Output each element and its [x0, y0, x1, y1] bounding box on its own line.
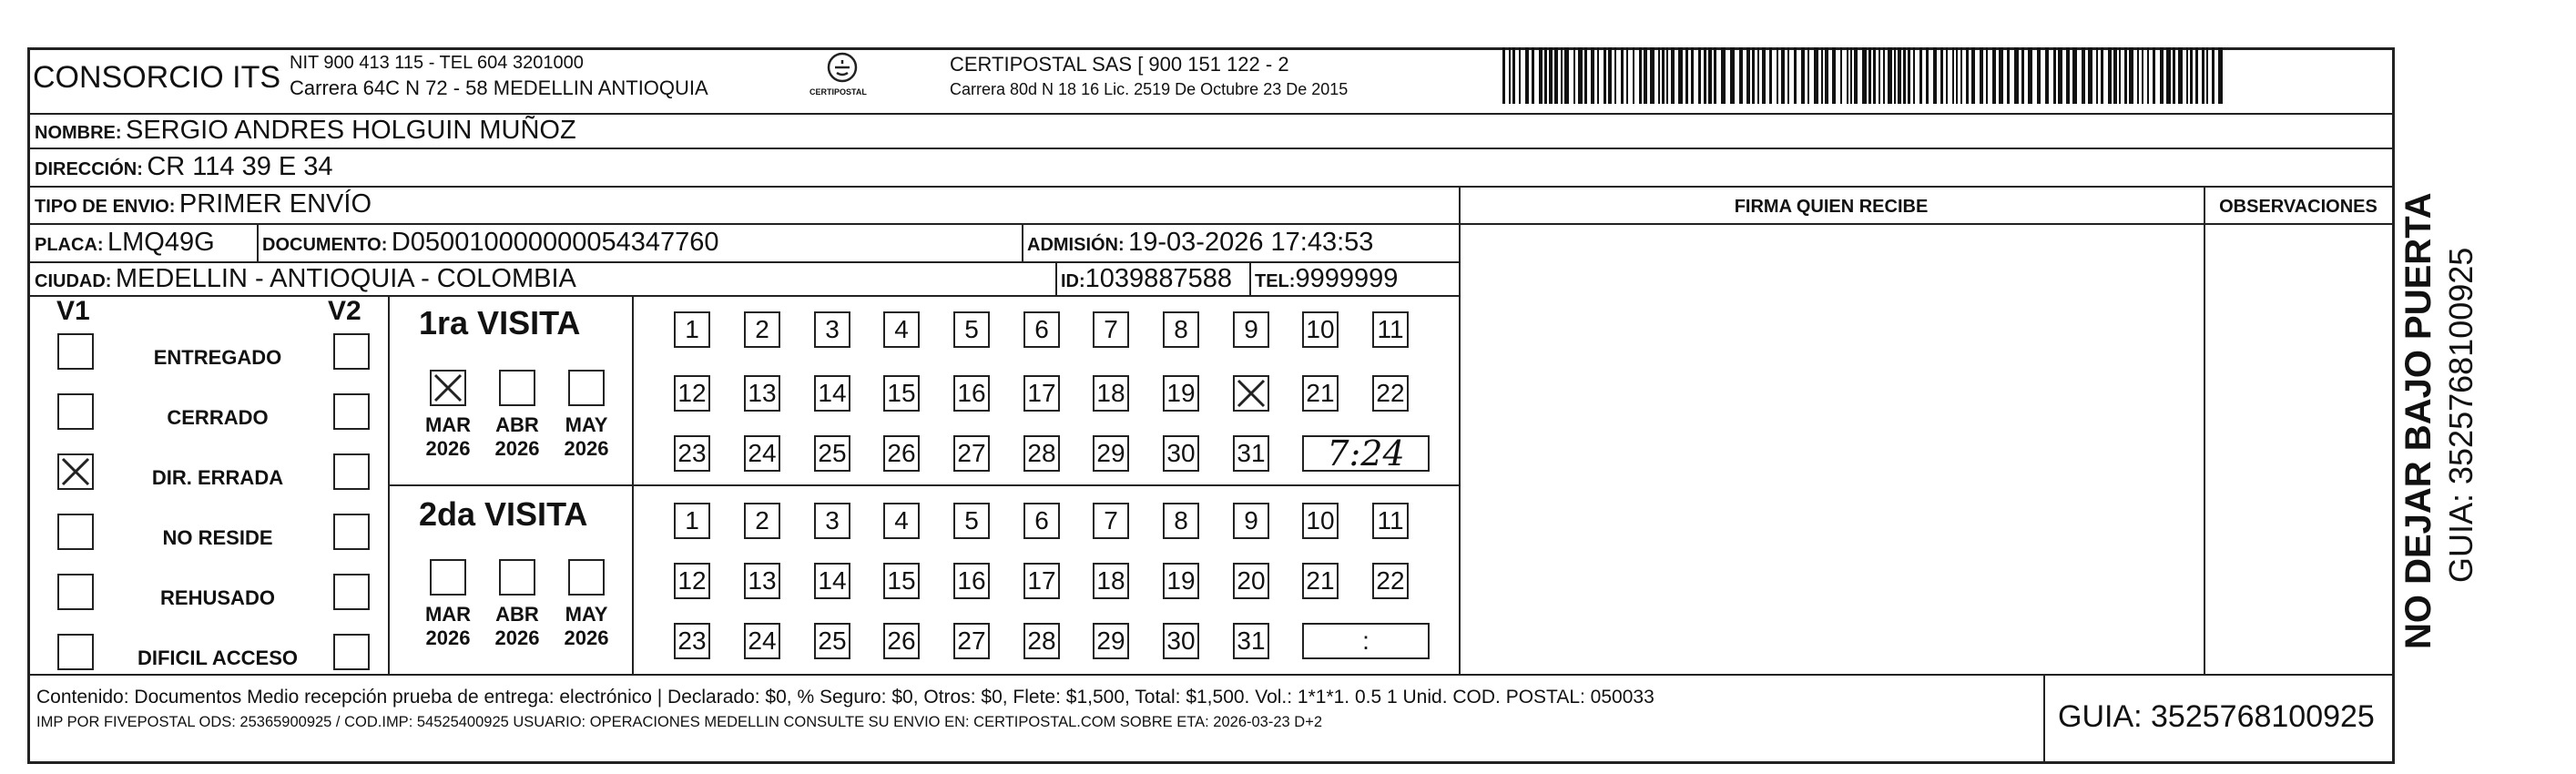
barcode-bar: [1708, 47, 1712, 104]
barcode-bar: [2101, 47, 2103, 104]
company-name: CONSORCIO ITS: [33, 60, 281, 95]
tipo-envio-field: [35, 189, 372, 219]
barcode: [1502, 47, 2226, 104]
day-box[interactable]: 25: [814, 623, 850, 659]
barcode-bar: [1525, 47, 1529, 104]
day-box[interactable]: 4: [883, 311, 920, 348]
admision-field: [1027, 228, 1373, 258]
barcode-bar: [1621, 47, 1624, 104]
year-label: 2026: [494, 626, 540, 649]
day-box[interactable]: 31: [1233, 623, 1269, 659]
barcode-bar: [1685, 47, 1688, 104]
status-label: DIR. ERRADA: [151, 466, 284, 489]
day-box[interactable]: 2: [744, 503, 780, 539]
tel-label: TEL:: [1255, 271, 1296, 291]
v1-checkbox[interactable]: [57, 574, 94, 610]
barcode-bar: [1650, 47, 1655, 104]
barcode-bar: [2108, 47, 2112, 104]
barcode-bar: [1781, 47, 1785, 104]
x-mark-icon: [59, 455, 92, 488]
barcode-bar: [1999, 47, 2003, 104]
barcode-bar: [1502, 47, 1505, 104]
day-box[interactable]: 1: [674, 311, 710, 348]
barcode-bar: [2096, 47, 2098, 104]
tipo-envio-label: TIPO DE ENVIO:: [35, 197, 176, 217]
month-label: MAY: [565, 413, 608, 436]
footer-imp: IMP POR FIVEPOSTAL ODS: 25365900925 / COD.IMP: 54525400925 USUARIO: OPERACIONES MEDELLIN CONSULTE SU ENVIO EN: CERTIPOSTAL.COM SOBRE ETA: 2026-03-23 D+2: [36, 714, 1323, 730]
day-box[interactable]: 8: [1163, 311, 1199, 348]
day-box[interactable]: 30: [1163, 623, 1199, 659]
barcode-bar: [2147, 47, 2149, 104]
barcode-bar: [1671, 47, 1675, 104]
observaciones-header: OBSERVACIONES: [2219, 197, 2377, 217]
barcode-bar: [1512, 47, 1515, 104]
v1-checkbox[interactable]: [57, 453, 94, 490]
day-box[interactable]: 16: [953, 563, 990, 599]
month-label: MAR: [424, 603, 472, 626]
barcode-bar: [2173, 47, 2175, 104]
id-field: [1061, 264, 1232, 294]
second-visit-title: 2da VISITA: [419, 495, 588, 533]
day-box[interactable]: 28: [1023, 435, 1060, 472]
barcode-bar: [1769, 47, 1772, 104]
admision-value: 19-03-2026 17:43:53: [1128, 228, 1374, 257]
direccion-value: CR 114 39 E 34: [147, 152, 333, 181]
status-label: ENTREGADO: [153, 346, 282, 369]
day-box[interactable]: 9: [1233, 503, 1269, 539]
v2-checkbox[interactable]: [333, 634, 370, 670]
barcode-bar: [1639, 47, 1642, 104]
day-box[interactable]: 22: [1372, 375, 1409, 412]
day-box[interactable]: [1233, 375, 1269, 412]
barcode-bar: [2053, 47, 2056, 104]
barcode-bar: [1633, 47, 1634, 104]
barcode-bar: [1919, 47, 1922, 104]
side-guia: GUIA: 3525768100925: [2442, 247, 2479, 583]
id-value: 1039887588: [1084, 264, 1232, 293]
barcode-bar: [2166, 47, 2171, 104]
barcode-bar: [1532, 47, 1534, 104]
direccion-field: [35, 152, 333, 182]
day-box[interactable]: 10: [1302, 311, 1339, 348]
nombre-field: [35, 116, 576, 146]
day-box[interactable]: 18: [1093, 563, 1129, 599]
day-box[interactable]: 22: [1372, 563, 1409, 599]
tel-field: [1255, 264, 1398, 294]
barcode-bar: [1554, 47, 1558, 104]
day-box[interactable]: 7: [1093, 311, 1129, 348]
day-box[interactable]: 6: [1023, 311, 1060, 348]
barcode-bar: [2190, 47, 2193, 104]
year-label: 2026: [425, 626, 471, 649]
day-box[interactable]: 6: [1023, 503, 1060, 539]
company-address: Carrera 64C N 72 - 58 MEDELLIN ANTIOQUIA: [290, 76, 708, 99]
barcode-bar: [2124, 47, 2127, 104]
first-visit-title: 1ra VISITA: [419, 304, 581, 341]
barcode-bar: [1862, 47, 1867, 104]
day-box[interactable]: 13: [744, 375, 780, 412]
barcode-bar: [2045, 47, 2049, 104]
barcode-bar: [1644, 47, 1647, 104]
x-mark-icon: [432, 372, 464, 404]
barcode-bar: [1597, 47, 1599, 104]
barcode-bar: [1564, 47, 1569, 104]
v2-checkbox[interactable]: [333, 393, 370, 430]
barcode-bar: [1807, 47, 1809, 104]
signature-area[interactable]: [1462, 227, 2200, 671]
day-box[interactable]: 27: [953, 435, 990, 472]
day-box[interactable]: 29: [1093, 435, 1129, 472]
barcode-bar: [2160, 47, 2164, 104]
day-box[interactable]: 17: [1023, 375, 1060, 412]
barcode-bar: [1608, 47, 1612, 104]
day-box[interactable]: 23: [674, 435, 710, 472]
x-mark-icon: [1235, 377, 1268, 410]
nombre-label: NOMBRE:: [35, 123, 122, 143]
barcode-bar: [1933, 47, 1937, 104]
barcode-bar: [1544, 47, 1547, 104]
v1-checkbox[interactable]: [57, 333, 94, 370]
barcode-bar: [1666, 47, 1668, 104]
day-box[interactable]: 24: [744, 435, 780, 472]
barcode-bar: [1960, 47, 1962, 104]
barcode-bar: [2014, 47, 2019, 104]
footer-contents: Contenido: Documentos Medio recepción prueba de entrega: electrónico | Declarado: $0, % Seguro: $0, Otros: $0, Flete: $1,500, Total: $1,500. Vol.: 1*1*1. 0.5 1 Unid. COD. POSTAL: 050033: [36, 687, 1655, 708]
barcode-bar: [1854, 47, 1858, 104]
barcode-bar: [1966, 47, 1969, 104]
day-box[interactable]: 10: [1302, 503, 1339, 539]
barcode-bar: [1971, 47, 1975, 104]
barcode-bar: [1794, 47, 1797, 104]
barcode-bar: [1662, 47, 1665, 104]
day-box[interactable]: 15: [883, 563, 920, 599]
day-box[interactable]: 19: [1163, 563, 1199, 599]
ciudad-label: CIUDAD:: [35, 271, 112, 291]
day-box[interactable]: 12: [674, 563, 710, 599]
barcode-bar: [2082, 47, 2085, 104]
cert-address: Carrera 80d N 18 16 Lic. 2519 De Octubre 23 De 2015: [950, 80, 1349, 98]
admision-label: ADMISIÓN:: [1027, 235, 1125, 255]
month-checkbox[interactable]: [568, 370, 605, 406]
barcode-bar: [1519, 47, 1521, 104]
barcode-bar: [2142, 47, 2143, 104]
v2-checkbox[interactable]: [333, 453, 370, 490]
barcode-bar: [2202, 47, 2204, 104]
time-box[interactable]: 7:24: [1302, 435, 1430, 472]
day-box[interactable]: 28: [1023, 623, 1060, 659]
barcode-bar: [1908, 47, 1910, 104]
barcode-bar: [2113, 47, 2117, 104]
day-box[interactable]: 20: [1233, 563, 1269, 599]
barcode-bar: [2178, 47, 2183, 104]
day-box[interactable]: 11: [1372, 503, 1409, 539]
barcode-bar: [1539, 47, 1543, 104]
v2-checkbox[interactable]: [333, 333, 370, 370]
barcode-bar: [1850, 47, 1852, 104]
barcode-bar: [1787, 47, 1789, 104]
barcode-bar: [1913, 47, 1915, 104]
barcode-bar: [1739, 47, 1743, 104]
year-label: 2026: [494, 437, 540, 460]
day-box[interactable]: 15: [883, 375, 920, 412]
documento-label: DOCUMENTO:: [262, 235, 388, 255]
day-box[interactable]: 27: [953, 623, 990, 659]
barcode-bar: [2088, 47, 2092, 104]
barcode-bar: [2129, 47, 2133, 104]
certipostal-logo-text: CERTIPOSTAL: [809, 87, 867, 97]
barcode-bar: [1821, 47, 1823, 104]
day-box[interactable]: 21: [1302, 375, 1339, 412]
barcode-bar: [1940, 47, 1943, 104]
barcode-bar: [1678, 47, 1683, 104]
tipo-envio-value: PRIMER ENVÍO: [178, 189, 372, 219]
barcode-bar: [1926, 47, 1929, 104]
barcode-bar: [1879, 47, 1880, 104]
barcode-bar: [1980, 47, 1983, 104]
barcode-bar: [2072, 47, 2077, 104]
barcode-bar: [1868, 47, 1871, 104]
barcode-bar: [2218, 47, 2223, 104]
month-label: ABR: [495, 603, 539, 626]
barcode-bar: [1578, 47, 1583, 104]
barcode-bar: [1952, 47, 1954, 104]
day-box[interactable]: 23: [674, 623, 710, 659]
ciudad-value: MEDELLIN - ANTIOQUIA - COLOMBIA: [115, 264, 576, 293]
day-box[interactable]: 19: [1163, 375, 1199, 412]
barcode-bar: [1591, 47, 1594, 104]
month-checkbox[interactable]: [430, 559, 466, 596]
day-box[interactable]: 25: [814, 435, 850, 472]
side-warning: NO DEJAR BAJO PUERTA: [2398, 192, 2439, 649]
barcode-bar: [1814, 47, 1818, 104]
documento-field: [262, 228, 719, 258]
barcode-bar: [1730, 47, 1735, 104]
company-nit: NIT 900 413 115 - TEL 604 3201000: [290, 53, 584, 73]
barcode-bar: [2195, 47, 2198, 104]
v2-checkbox[interactable]: [333, 574, 370, 610]
barcode-bar: [1903, 47, 1906, 104]
barcode-bar: [1698, 47, 1701, 104]
barcode-bar: [1894, 47, 1896, 104]
day-box[interactable]: 30: [1163, 435, 1199, 472]
day-box[interactable]: 9: [1233, 311, 1269, 348]
nombre-value: SERGIO ANDRES HOLGUIN MUÑOZ: [126, 116, 576, 145]
v2-label: V2: [328, 296, 361, 326]
tel-value: 9999999: [1295, 264, 1399, 293]
barcode-bar: [1691, 47, 1694, 104]
barcode-bar: [2028, 47, 2032, 104]
day-box[interactable]: 26: [883, 435, 920, 472]
month-checkbox[interactable]: [568, 559, 605, 596]
barcode-bar: [1584, 47, 1587, 104]
v1-checkbox[interactable]: [57, 393, 94, 430]
day-box[interactable]: 5: [953, 311, 990, 348]
barcode-bar: [1888, 47, 1892, 104]
barcode-bar: [1847, 47, 1848, 104]
barcode-bar: [1626, 47, 1628, 104]
day-box[interactable]: 18: [1093, 375, 1129, 412]
day-box[interactable]: 14: [814, 375, 850, 412]
month-checkbox[interactable]: [430, 370, 466, 406]
day-box[interactable]: 21: [1302, 563, 1339, 599]
barcode-bar: [1801, 47, 1805, 104]
barcode-bar: [1604, 47, 1606, 104]
id-label: ID:: [1061, 271, 1085, 291]
firma-header: FIRMA QUIEN RECIBE: [1734, 197, 1929, 217]
barcode-bar: [2137, 47, 2139, 104]
barcode-bar: [2119, 47, 2121, 104]
barcode-bar: [1777, 47, 1778, 104]
barcode-bar: [1898, 47, 1901, 104]
observations-area[interactable]: [2207, 227, 2391, 671]
placa-value: LMQ49G: [107, 228, 215, 257]
month-label: ABR: [495, 413, 539, 436]
barcode-bar: [1832, 47, 1836, 104]
day-box[interactable]: 11: [1372, 311, 1409, 348]
day-box[interactable]: 3: [814, 503, 850, 539]
barcode-bar: [1956, 47, 1958, 104]
barcode-bar: [1704, 47, 1706, 104]
month-label: MAR: [424, 413, 472, 436]
day-box[interactable]: 14: [814, 563, 850, 599]
barcode-bar: [2037, 47, 2041, 104]
barcode-bar: [1883, 47, 1885, 104]
barcode-bar: [1614, 47, 1616, 104]
day-box[interactable]: 7: [1093, 503, 1129, 539]
status-label: DIFICIL ACCESO: [137, 647, 298, 669]
month-label: MAY: [565, 603, 608, 626]
barcode-bar: [1946, 47, 1948, 104]
barcode-bar: [2212, 47, 2215, 104]
barcode-bar: [1825, 47, 1828, 104]
documento-value: D050010000000054347760: [391, 228, 719, 257]
barcode-bar: [1752, 47, 1755, 104]
barcode-bar: [2021, 47, 2024, 104]
day-box[interactable]: 24: [744, 623, 780, 659]
ciudad-field: [35, 264, 576, 294]
barcode-bar: [1549, 47, 1553, 104]
year-label: 2026: [564, 626, 609, 649]
barcode-bar: [2066, 47, 2070, 104]
day-box[interactable]: 16: [953, 375, 990, 412]
barcode-bar: [1873, 47, 1876, 104]
placa-field: [35, 228, 215, 258]
direccion-label: DIRECCIÓN:: [35, 159, 143, 179]
year-label: 2026: [425, 437, 471, 460]
barcode-bar: [1721, 47, 1726, 104]
barcode-bar: [1762, 47, 1766, 104]
barcode-bar: [1714, 47, 1716, 104]
barcode-bar: [2153, 47, 2155, 104]
barcode-bar: [1757, 47, 1759, 104]
cert-company: CERTIPOSTAL SAS [ 900 151 122 - 2: [950, 53, 1289, 76]
day-box[interactable]: 31: [1233, 435, 1269, 472]
barcode-bar: [1840, 47, 1842, 104]
v2-checkbox[interactable]: [333, 514, 370, 550]
barcode-bar: [1658, 47, 1660, 104]
day-box[interactable]: 17: [1023, 563, 1060, 599]
day-box[interactable]: 1: [674, 503, 710, 539]
status-label: CERRADO: [167, 406, 269, 429]
barcode-bar: [1986, 47, 1988, 104]
status-label: NO RESIDE: [162, 526, 273, 549]
footer-guia: GUIA: 3525768100925: [2058, 699, 2375, 734]
placa-label: PLACA:: [35, 235, 104, 255]
day-box[interactable]: 12: [674, 375, 710, 412]
barcode-bar: [2206, 47, 2208, 104]
barcode-bar: [2058, 47, 2062, 104]
certipostal-logo-icon: [806, 47, 879, 106]
v1-label: V1: [56, 296, 90, 326]
barcode-bar: [2007, 47, 2010, 104]
barcode-bar: [1573, 47, 1575, 104]
day-box[interactable]: 26: [883, 623, 920, 659]
barcode-bar: [1509, 47, 1511, 104]
barcode-bar: [1992, 47, 1996, 104]
month-checkbox[interactable]: [499, 370, 535, 406]
v1-checkbox[interactable]: [57, 514, 94, 550]
barcode-bar: [1561, 47, 1563, 104]
day-box[interactable]: 13: [744, 563, 780, 599]
barcode-bar: [1746, 47, 1750, 104]
time-box[interactable]: :: [1302, 623, 1430, 659]
day-box[interactable]: 4: [883, 503, 920, 539]
day-box[interactable]: 2: [744, 311, 780, 348]
month-checkbox[interactable]: [499, 559, 535, 596]
day-box[interactable]: 8: [1163, 503, 1199, 539]
barcode-bar: [2186, 47, 2188, 104]
day-box[interactable]: 29: [1093, 623, 1129, 659]
v1-checkbox[interactable]: [57, 634, 94, 670]
certipostal-logo: [806, 47, 879, 106]
status-label: REHUSADO: [160, 586, 275, 609]
year-label: 2026: [564, 437, 609, 460]
day-box[interactable]: 5: [953, 503, 990, 539]
day-box[interactable]: 3: [814, 311, 850, 348]
